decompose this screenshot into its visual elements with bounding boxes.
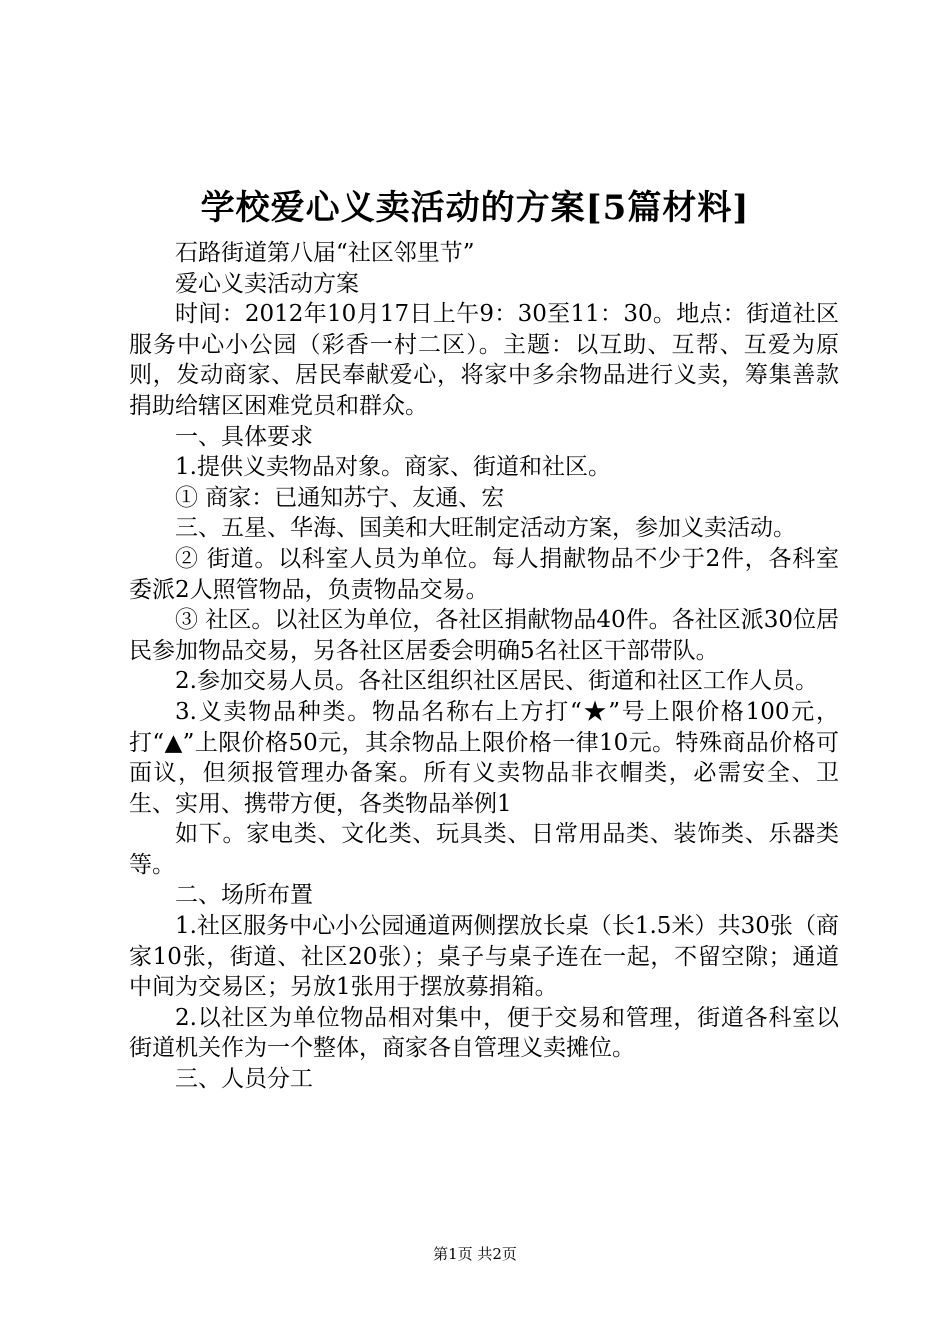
- paragraph: 2.参加交易人员。各社区组织社区居民、街道和社区工作人员。: [175, 668, 818, 695]
- paragraph: 三、五星、华海、国美和大旺制定活动方案，参加义卖活动。: [175, 515, 796, 542]
- paragraph: 如下。家电类、文化类、玩具类、日常用品类、装饰类、乐器类等。: [129, 821, 839, 878]
- paragraph: 1.社区服务中心小公园通道两侧摆放长桌（长1.5米）共30张（商家10张，街道、社区20张）；桌子与桌子连在一起，不留空隙；通道中间为交易区；另放1张用于摆放募捐箱。: [129, 913, 839, 1001]
- section-heading: 二、场所布置: [175, 882, 313, 909]
- section-heading: 三、人员分工: [175, 1066, 313, 1093]
- paragraph: 时间：2012年10月17日上午9：30至11：30。地点：街道社区服务中心小公园（彩香一村二区）。主题：以互助、互帮、互爱为原则，发动商家、居民奉献爱心，将家中多余物品进行义卖，筹集善款捐助给辖区困难党员和群众。: [129, 301, 839, 419]
- paragraph: ① 商家：已通知苏宁、友通、宏: [175, 484, 505, 511]
- document-body: [129, 238, 839, 1095]
- paragraph: 1.提供义卖物品对象。商家、街道和社区。: [175, 454, 611, 481]
- paragraph: ③ 社区。以社区为单位，各社区捐献物品40件。各社区派30位居民参加物品交易，另各社区居委会明确5名社区干部带队。: [129, 607, 839, 664]
- paragraph: ② 街道。以科室人员为单位。每人捐献物品不少于2件，各科室委派2人照管物品，负责物品交易。: [129, 545, 839, 603]
- paragraph: 2.以社区为单位物品相对集中，便于交易和管理，街道各科室以街道机关作为一个整体，商家各自管理义卖摊位。: [129, 1004, 839, 1062]
- document-title: 学校爱心义卖活动的方案[5篇材料]: [200, 188, 750, 228]
- page-footer: 第1页 共2页: [433, 1245, 517, 1263]
- section-heading: 一、具体要求: [175, 423, 313, 450]
- paragraph: 爱心义卖活动方案: [175, 270, 359, 297]
- paragraph: 石路街道第八届“社区邻里节”: [175, 240, 475, 266]
- paragraph: 3.义卖物品种类。物品名称右上方打“★”号上限价格100元，打“▲”上限价格50元，其余物品上限价格一律10元。特殊商品价格可面议，但须报管理办备案。所有义卖物品非衣帽类，必需安全、卫生、实用、携带方便，各类物品举例1: [129, 698, 839, 817]
